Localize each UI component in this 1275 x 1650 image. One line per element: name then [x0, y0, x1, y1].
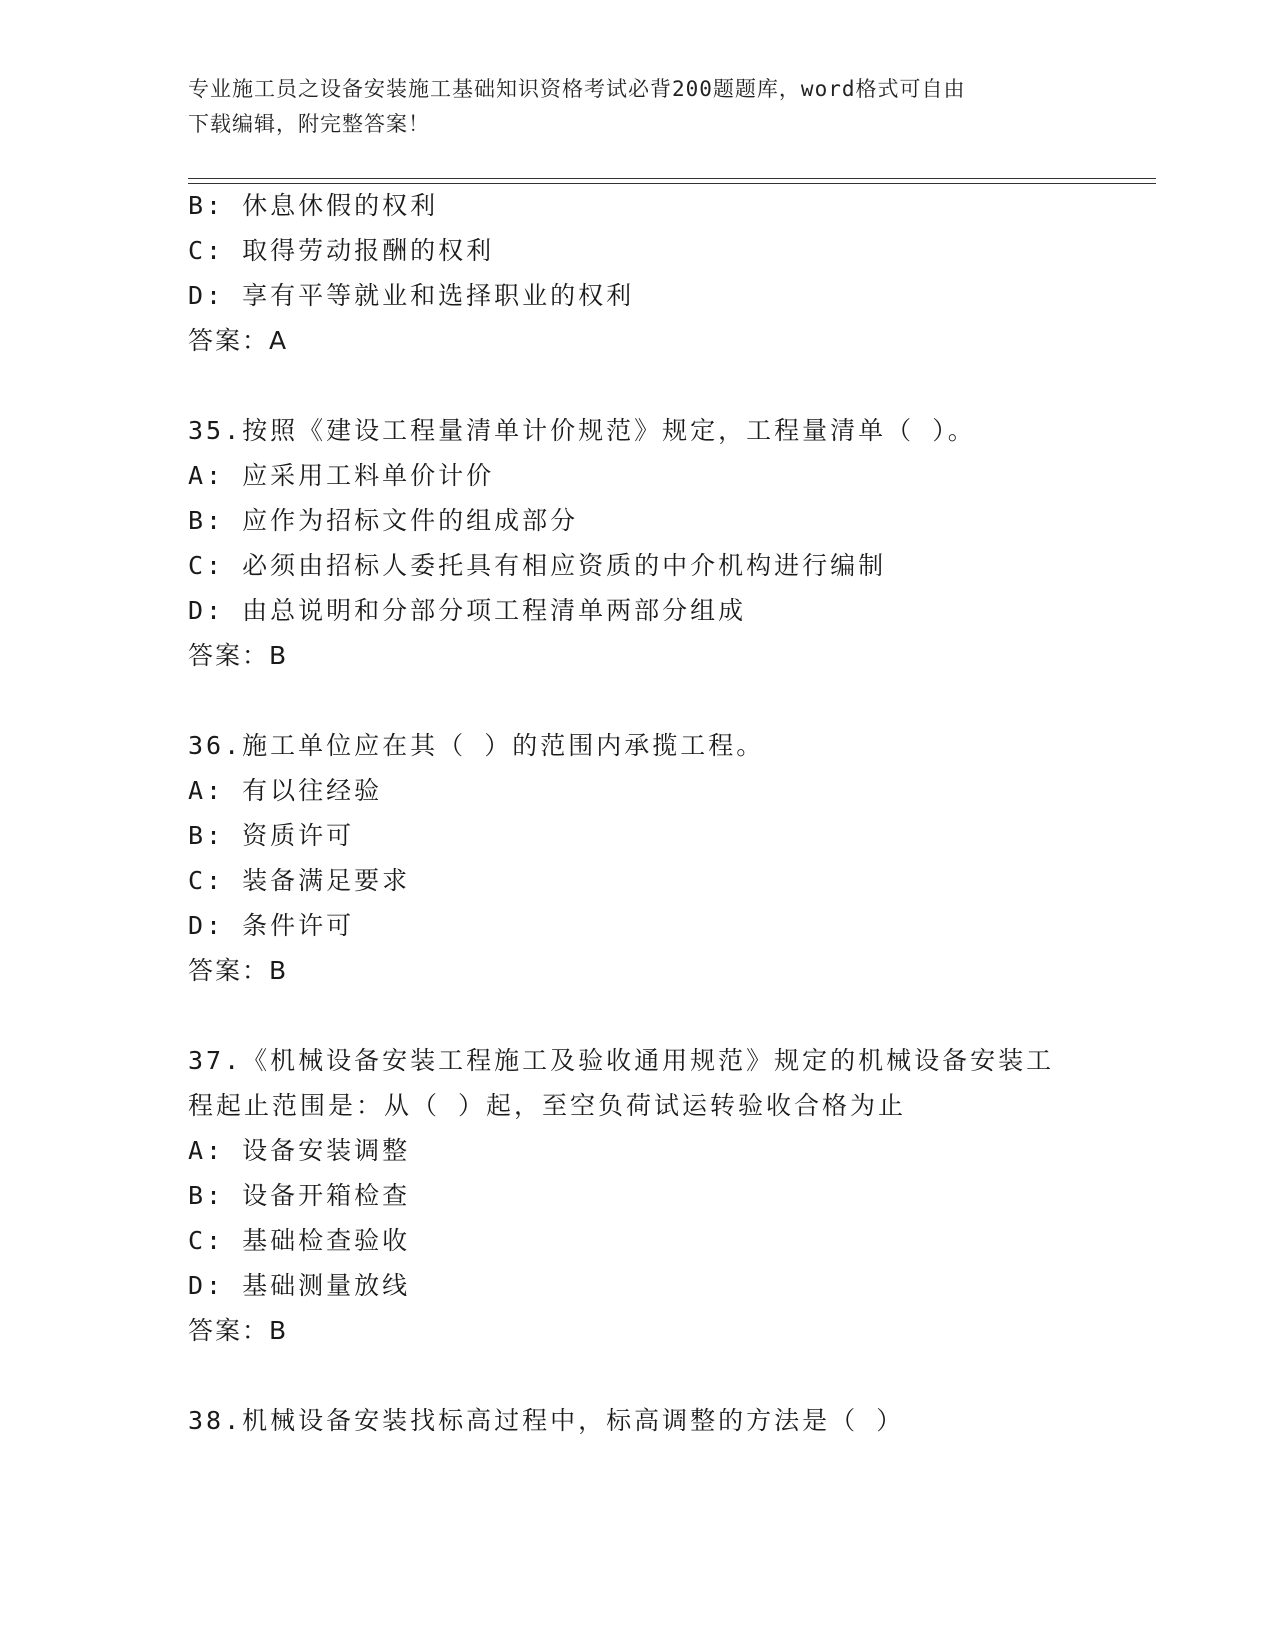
q37-stem-line-1: 37.《机械设备安装工程施工及验收通用规范》规定的机械设备安装工: [188, 1046, 1055, 1075]
q36-answer: 答案：B: [188, 956, 289, 985]
header-divider-top: [188, 178, 1156, 179]
q35-option-c: C: 必须由招标人委托具有相应资质的中介机构进行编制: [188, 551, 887, 580]
q37-option-a: A: 设备安装调整: [188, 1136, 411, 1165]
q35-option-d: D: 由总说明和分部分项工程清单两部分组成: [188, 596, 747, 625]
q38-stem: 38.机械设备安装找标高过程中，标高调整的方法是（ ）: [188, 1406, 905, 1435]
q36-option-d: D: 条件许可: [188, 911, 355, 940]
q34-option-b: B: 休息休假的权利: [188, 191, 439, 220]
header-line-2: 下载编辑，附完整答案！: [188, 112, 430, 136]
q36-option-b: B: 资质许可: [188, 821, 355, 850]
q35-option-a: A: 应采用工料单价计价: [188, 461, 495, 490]
q37-option-b: B: 设备开箱检查: [188, 1181, 411, 1210]
page-header: [188, 72, 1088, 142]
header-divider-bottom: [188, 183, 1156, 184]
q37-option-c: C: 基础检查验收: [188, 1226, 411, 1255]
q35-answer: 答案：B: [188, 641, 289, 670]
q36-stem: 36.施工单位应在其（ ）的范围内承揽工程。: [188, 731, 765, 760]
header-line-1: 专业施工员之设备安装施工基础知识资格考试必背200题题库，word格式可自由: [188, 77, 966, 101]
q37-answer: 答案：B: [188, 1316, 289, 1345]
q34-option-c: C: 取得劳动报酬的权利: [188, 236, 495, 265]
q34-option-d: D: 享有平等就业和选择职业的权利: [188, 281, 635, 310]
q37-option-d: D: 基础测量放线: [188, 1271, 411, 1300]
q36-option-a: A: 有以往经验: [188, 776, 383, 805]
q37-stem-line-2: 程起止范围是：从（ ）起，至空负荷试运转验收合格为止: [188, 1091, 907, 1120]
q36-option-c: C: 装备满足要求: [188, 866, 411, 895]
q35-stem: 35.按照《建设工程量清单计价规范》规定，工程量清单（ ）。: [188, 416, 976, 445]
q34-answer: 答案：A: [188, 326, 289, 355]
q35-option-b: B: 应作为招标文件的组成部分: [188, 506, 579, 535]
